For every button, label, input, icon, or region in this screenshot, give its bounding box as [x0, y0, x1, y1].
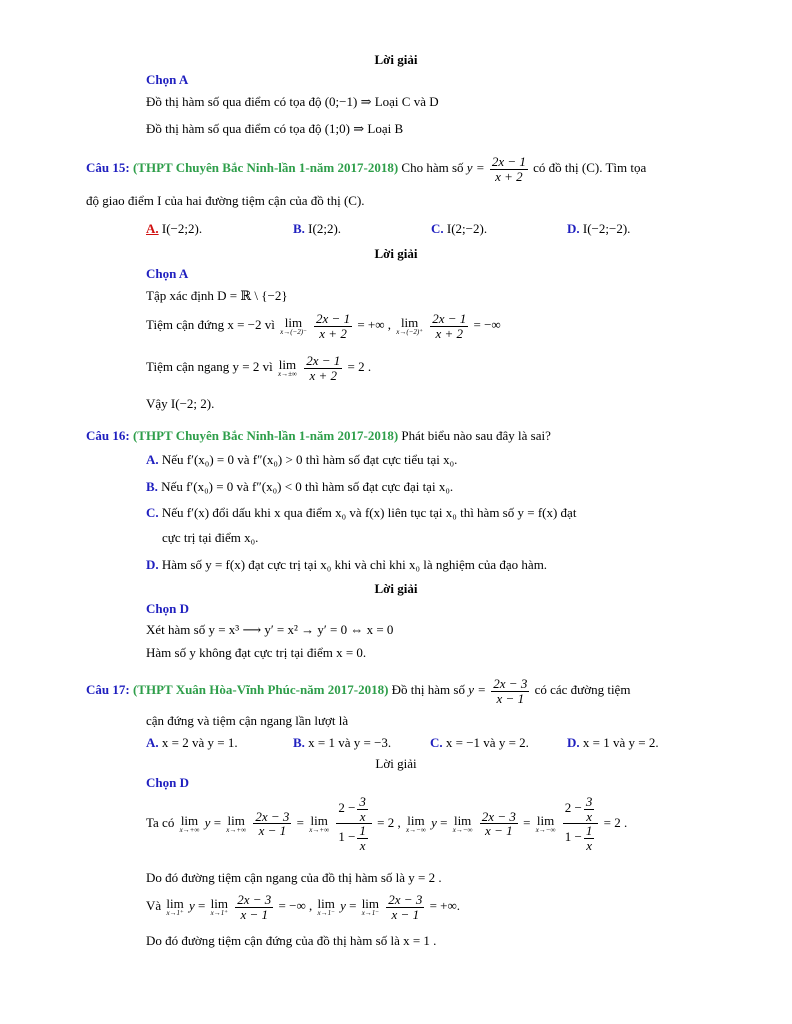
q15-option-d-text: I(−2;−2).: [582, 221, 631, 236]
limit-word: lim: [317, 896, 335, 912]
inner-numerator: 1: [359, 823, 366, 839]
limit-subscript: x→(−2)⁺: [396, 328, 423, 337]
nested-denominator: [563, 824, 599, 852]
one-minus: 1 −: [338, 829, 356, 845]
q16-choose: Chọn D: [146, 601, 189, 616]
q15-horizontal-asymptote: [146, 354, 371, 382]
q17-stem-a: Đồ thị hàm số: [391, 682, 465, 698]
q17-option-a[interactable]: [146, 735, 238, 751]
equals: =: [349, 898, 357, 914]
fraction-numerator: 2x − 1: [306, 353, 341, 368]
nested-numerator: [563, 795, 599, 824]
inner-numerator: 3: [585, 794, 593, 809]
limit: [309, 814, 329, 834]
q16-solution-line2: Hàm số y không đạt cực trị tại điểm x = 0.: [146, 645, 367, 660]
q15-heading: Lời giải: [374, 246, 418, 261]
q15-function-fraction: [490, 155, 528, 183]
q16-option-c[interactable]: [146, 505, 576, 521]
q15-option-d[interactable]: [567, 221, 630, 237]
q15-option-a-text: I(−2;2).: [161, 221, 203, 236]
limit-word: lim: [400, 315, 419, 331]
q17-option-a-label: A.: [146, 735, 159, 750]
inner-denominator: x: [586, 837, 592, 853]
y-symbol: y: [189, 898, 195, 914]
q17-stem-b: có các đường tiệm: [534, 682, 631, 698]
q16-source: (THPT Chuyên Bắc Ninh-lần 1-năm 2017-2018): [132, 428, 399, 443]
q15-stem-line1: [86, 155, 646, 183]
fraction-denominator: x − 1: [496, 690, 525, 706]
inner-fraction: [357, 824, 368, 852]
fraction-denominator: x + 2: [319, 325, 347, 341]
q14-heading: Lời giải: [374, 52, 418, 67]
fraction-denominator: x − 1: [258, 823, 287, 839]
inner-fraction: [357, 795, 368, 823]
fraction-numerator: 2x − 1: [432, 311, 467, 326]
q14-choose: Chọn A: [146, 72, 189, 87]
limit: [406, 814, 426, 834]
q15-y-eq: y =: [466, 160, 485, 176]
limit-word: lim: [180, 812, 199, 828]
limit-word: lim: [453, 812, 472, 828]
limit-word: lim: [536, 812, 555, 828]
limit-word: lim: [284, 315, 303, 331]
limit-word: lim: [361, 896, 380, 912]
q14-line2: Đồ thị hàm số qua điểm có tọa độ (1;0) ⇒ Loại B: [146, 121, 404, 136]
q15-option-d-label: D.: [567, 221, 580, 236]
equals: =: [523, 814, 531, 830]
one-minus: 1 −: [564, 829, 582, 845]
q15-source: (THPT Chuyên Bắc Ninh-lần 1-năm 2017-2018): [132, 160, 399, 176]
q16-solution-line1: Xét hàm số y = x³ ⟶ y′ = x² → y′ = 0 ⇔ x = 0: [146, 622, 394, 637]
limit: [536, 814, 556, 834]
q15-conclusion: Vậy I(−2; 2).: [146, 396, 215, 411]
q16-stem-text: Phát biểu nào sau đây là sai?: [401, 428, 551, 443]
q17-option-d-label: D.: [567, 735, 580, 750]
q15-option-b-text: I(2;2).: [308, 221, 342, 236]
limit-result: = +∞.: [429, 898, 461, 914]
limit-word: lim: [210, 896, 228, 912]
limit-subscript: x→1⁺: [166, 909, 184, 918]
q17-option-c-label: C.: [430, 735, 443, 750]
y-symbol: y: [204, 814, 211, 830]
q16-option-c-label: C.: [146, 505, 159, 520]
q16-option-a-text: Nếu f′(x₀) = 0 và f″(x₀) > 0 thì hàm số đạt cực tiểu tại x₀.: [161, 452, 458, 467]
limit-subscript: x→+∞: [226, 825, 247, 834]
q17-limits-infinity: [146, 795, 627, 853]
fraction-denominator: x + 2: [435, 325, 463, 341]
limit: [211, 897, 228, 917]
fraction: [480, 810, 518, 838]
limit: [453, 814, 473, 834]
q17-option-d[interactable]: [567, 735, 659, 751]
q15-option-c-text: I(2;−2).: [446, 221, 488, 236]
limit-subscript: x→(−2)⁻: [280, 328, 307, 337]
fraction-numerator: 2x − 3: [493, 676, 528, 691]
q15-stem-b: có đồ thị (C). Tìm tọa: [533, 160, 647, 176]
limit-result: = +∞ ,: [357, 317, 392, 333]
q15-fraction: [304, 354, 342, 382]
q15-domain: Tập xác định D = ℝ \ {−2}: [146, 288, 288, 303]
q17-option-c[interactable]: [430, 735, 529, 751]
q16-heading: Lời giải: [374, 581, 418, 596]
equals: =: [440, 814, 448, 830]
limit-subscript: x→1⁺: [210, 909, 228, 918]
q17-option-a-text: x = 2 và y = 1.: [161, 735, 238, 750]
limit-result: = −∞: [473, 317, 501, 333]
q15-option-c[interactable]: [431, 221, 487, 237]
nested-denominator: [336, 824, 372, 852]
equals: =: [198, 898, 206, 914]
q16-option-d-label: D.: [146, 557, 159, 572]
limit-word: lim: [278, 357, 297, 373]
limit-subscript: x→1⁻: [317, 909, 335, 918]
y-symbol: y: [340, 898, 346, 914]
q15-choose: Chọn A: [146, 266, 189, 281]
two-minus: 2 −: [564, 800, 582, 816]
q17-stem-line2: cận đứng và tiệm cận ngang lần lượt là: [146, 713, 349, 728]
inner-numerator: 3: [359, 794, 366, 809]
nested-fraction: [336, 795, 372, 853]
q17-ta-co: Ta có: [146, 814, 175, 830]
limit-subscript: x→−∞: [406, 825, 426, 834]
q15-limit-2: [396, 316, 423, 336]
limit-word: lim: [227, 812, 245, 828]
q15-fraction-numerator: 2x − 1: [491, 154, 526, 169]
q15-option-c-label: C.: [431, 221, 444, 236]
q15-stem-a: Cho hàm số: [401, 160, 464, 176]
limit-subscript: x→+∞: [179, 825, 200, 834]
nested-fraction: [563, 795, 599, 853]
equals: =: [213, 814, 222, 830]
fraction: [253, 810, 291, 838]
fraction: [235, 893, 273, 921]
q15-fraction: [314, 312, 352, 340]
fraction-denominator: x − 1: [485, 823, 513, 839]
q15-vertical-asymptote: [146, 312, 501, 340]
limit-subscript: x→+∞: [309, 825, 330, 834]
q14-line1: Đồ thị hàm số qua điểm có tọa độ (0;−1) ⇒ Loại C và D: [146, 94, 439, 109]
fraction-numerator: 2x − 3: [237, 892, 272, 907]
q16-option-b-label: B.: [146, 479, 158, 494]
limit-word: lim: [310, 812, 328, 828]
q16-option-c-text: Nếu f′(x) đổi dấu khi x qua điểm x₀ và f(x) liên tục tại x₀ thì hàm số y = f(x) đạt: [161, 505, 577, 520]
q15-option-a-label: A.: [146, 221, 159, 236]
q15-limit-1: [280, 316, 307, 336]
limit: [226, 814, 246, 834]
limit-word: lim: [166, 896, 184, 912]
equals: =: [296, 814, 304, 830]
q17-option-b-label: B.: [293, 735, 305, 750]
q17-option-b-text: x = 1 và y = −3.: [308, 735, 392, 750]
two-minus: 2 −: [338, 800, 356, 816]
q17-limits-one: [146, 893, 460, 921]
q17-source: (THPT Xuân Hòa-Vĩnh Phúc-năm 2017-2018): [132, 682, 389, 698]
q15-fraction-denominator: x + 2: [495, 168, 523, 184]
q15-stem-line2: độ giao điểm I của hai đường tiệm cận của đồ thị (C).: [86, 193, 365, 208]
q17-number: Câu 17:: [86, 682, 130, 698]
limit: [317, 897, 334, 917]
inner-denominator: x: [359, 808, 366, 824]
limit: [362, 897, 379, 917]
limit-result: = 2 ,: [377, 814, 401, 830]
q15-limit-3: [278, 358, 297, 378]
q16-option-c-continuation: cực trị tại điểm x₀.: [162, 530, 259, 545]
limit-result: = 2 .: [347, 359, 372, 375]
limit-subscript: x→−∞: [535, 825, 556, 834]
q17-y-eq: y =: [468, 682, 487, 698]
limit-subscript: x→−∞: [452, 825, 473, 834]
inner-denominator: x: [359, 837, 366, 853]
limit-word: lim: [407, 812, 425, 828]
fraction-denominator: x − 1: [240, 906, 269, 922]
limit-subscript: x→1⁻: [361, 909, 380, 918]
q16-option-b-text: Nếu f′(x₀) = 0 và f″(x₀) < 0 thì hàm số đạt cực đại tại x₀.: [161, 479, 454, 494]
q17-heading: Lời giải: [375, 756, 417, 771]
inner-numerator: 1: [585, 823, 593, 839]
q16-option-d[interactable]: [146, 557, 547, 573]
q17-stem-line1: [86, 677, 630, 705]
q17-option-c-text: x = −1 và y = 2.: [445, 735, 529, 750]
limit-subscript: x→±∞: [277, 370, 297, 379]
q17-option-b[interactable]: [293, 735, 391, 751]
q15-option-b[interactable]: [293, 221, 341, 237]
q16-option-d-text: Hàm số y = f(x) đạt cực trị tại x₀ khi và chỉ khi x₀ là nghiệm của đạo hàm.: [161, 557, 548, 572]
q15-option-a[interactable]: [146, 221, 202, 237]
inner-fraction: [584, 795, 595, 823]
fraction-numerator: 2x − 1: [316, 311, 351, 326]
q16-option-a-label: A.: [146, 452, 159, 467]
q16-number: Câu 16:: [86, 428, 130, 443]
q16-stem: [86, 428, 551, 444]
fraction-numerator: 2x − 3: [388, 892, 423, 907]
fraction-numerator: 2x − 3: [481, 808, 516, 824]
q17-choose: Chọn D: [146, 775, 189, 790]
fraction-denominator: x − 1: [391, 906, 420, 922]
fraction: [386, 893, 424, 921]
q15-option-b-label: B.: [293, 221, 305, 236]
q17-va: Và: [146, 898, 162, 914]
q17-horizontal-conclusion: Do đó đường tiệm cận ngang của đồ thị hàm số là y = 2 .: [146, 870, 442, 885]
fraction-denominator: x + 2: [309, 367, 337, 383]
nested-numerator: [336, 795, 372, 824]
q17-function-fraction: [491, 677, 529, 705]
q17-vertical-conclusion: Do đó đường tiệm cận đứng của đồ thị hàm số là x = 1 .: [146, 933, 437, 948]
limit-result: = −∞ ,: [278, 898, 313, 914]
inner-denominator: x: [586, 808, 592, 824]
fraction-numerator: 2x − 3: [255, 808, 290, 824]
q15-vertical-text: Tiệm cận đứng x = −2 vì: [146, 317, 275, 333]
limit: [180, 814, 200, 834]
q16-option-a[interactable]: [146, 452, 457, 468]
q15-fraction: [430, 312, 468, 340]
q17-option-d-text: x = 1 và y = 2.: [582, 735, 659, 750]
limit: [166, 897, 183, 917]
y-symbol: y: [431, 814, 437, 830]
q15-number: Câu 15:: [86, 160, 130, 176]
limit-result: = 2 .: [603, 814, 628, 830]
inner-fraction: [584, 824, 595, 852]
q16-option-b[interactable]: [146, 479, 453, 495]
q15-horizontal-text: Tiệm cận ngang y = 2 vì: [146, 359, 273, 375]
